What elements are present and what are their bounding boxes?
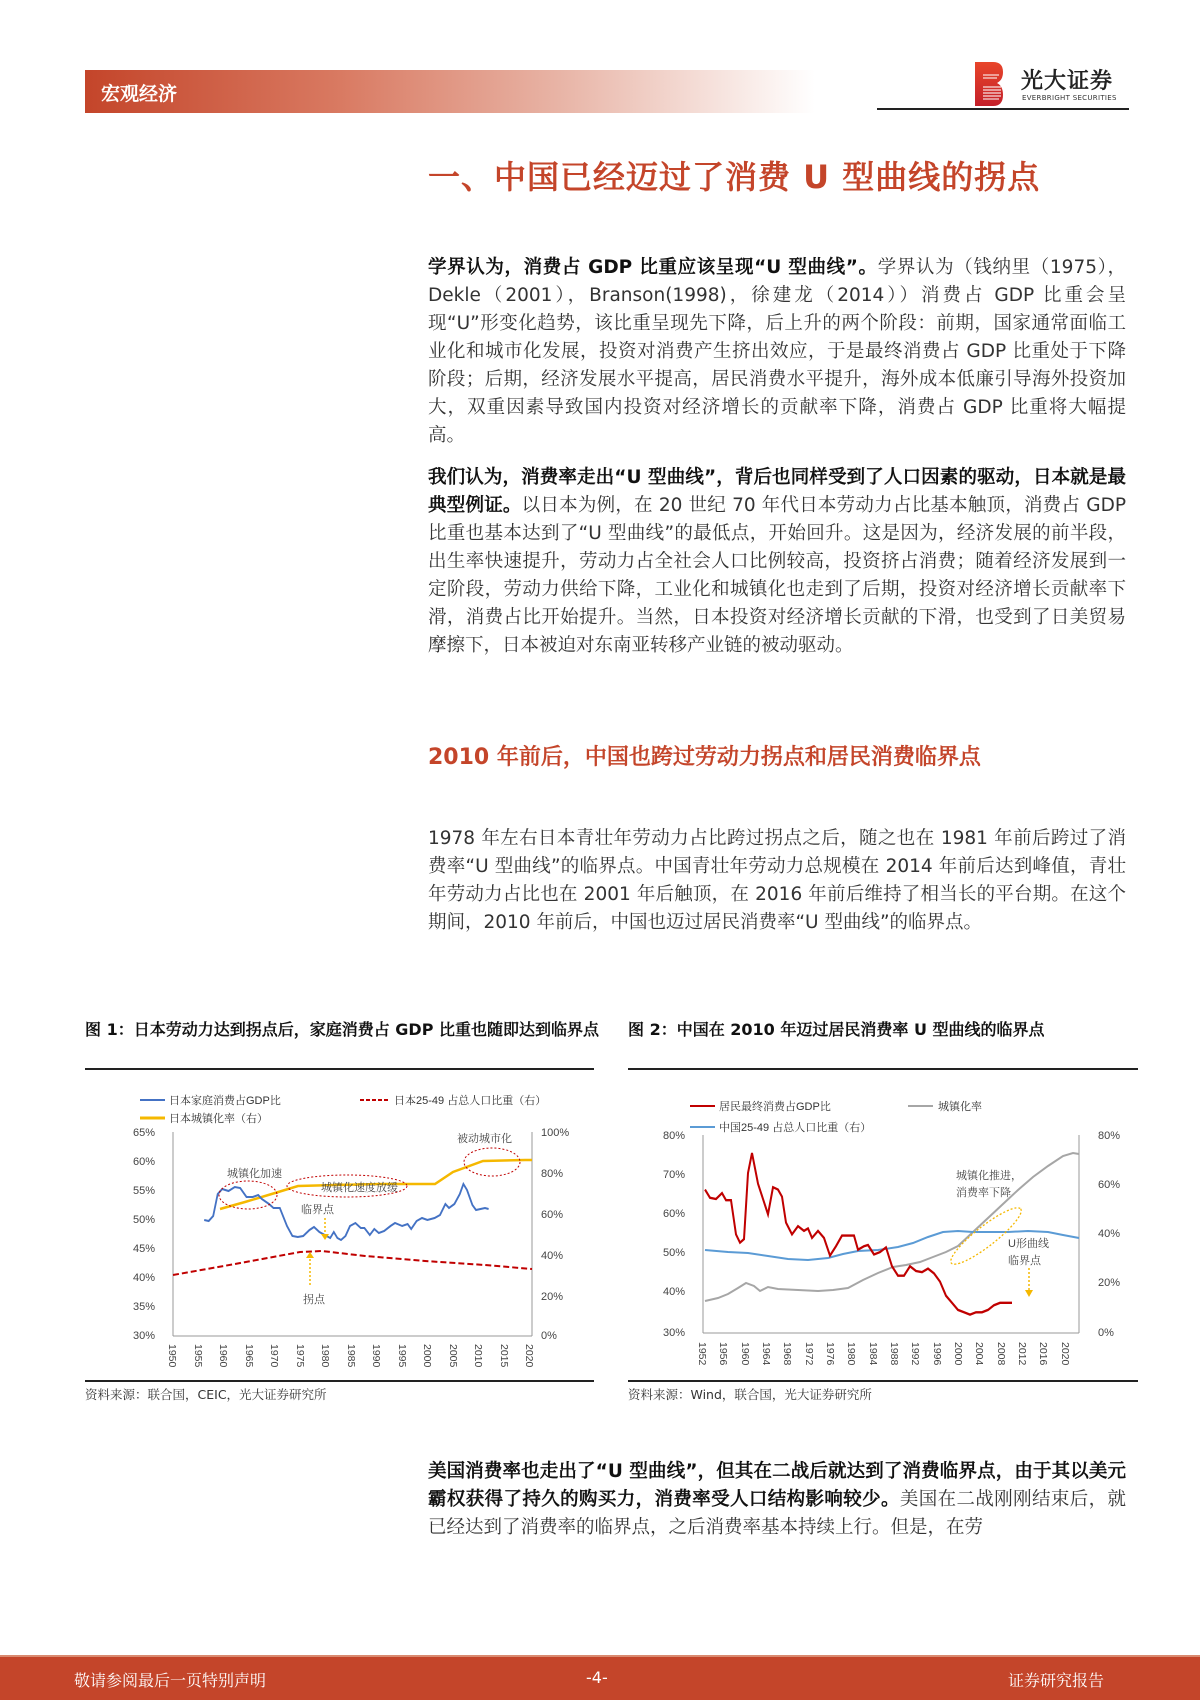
svg-text:拐点: 拐点 <box>303 1294 325 1306</box>
svg-text:60%: 60% <box>132 1156 155 1168</box>
svg-text:1992: 1992 <box>909 1342 921 1366</box>
svg-text:70%: 70% <box>662 1169 685 1181</box>
svg-text:城镇化推进，: 城镇化推进， <box>956 1170 1022 1182</box>
svg-text:55%: 55% <box>132 1185 155 1197</box>
svg-text:2000: 2000 <box>952 1342 964 1366</box>
figure-1-bottom-rule <box>85 1380 594 1382</box>
svg-text:80%: 80% <box>1098 1130 1121 1142</box>
svg-text:1985: 1985 <box>345 1344 357 1368</box>
svg-text:40%: 40% <box>662 1286 685 1298</box>
paragraph-1-lead: 学界认为，消费占 GDP 比重应该呈现“U 型曲线”。 <box>428 257 878 278</box>
svg-text:城镇化率: 城镇化率 <box>938 1101 982 1113</box>
figure-2-chart <box>628 1080 1138 1378</box>
svg-text:城镇化速度放缓: 城镇化速度放缓 <box>321 1182 398 1194</box>
svg-text:居民最终消费占GDP比: 居民最终消费占GDP比 <box>719 1101 831 1113</box>
svg-text:20%: 20% <box>541 1291 564 1303</box>
svg-text:100%: 100% <box>541 1127 570 1139</box>
figure-2-title: 图 2：中国在 2010 年迈过居民消费率 U 型曲线的临界点 <box>628 1020 1045 1039</box>
svg-text:80%: 80% <box>541 1168 564 1180</box>
svg-text:65%: 65% <box>132 1127 155 1139</box>
paragraph-1-body: 学界认为（钱纳里（1975），Dekle（2001），Branson(1998)，徐建龙（2014））消费占 GDP 比重会呈现“U”形变化趋势，该比重呈现先下降，后上升的两个阶段：前期，国家通常面临工业化和城市化发展，投资对消费产生挤出效应，于是最终消费占 GDP 比重处于下降阶段；后期，经济发展水平提高，居民消费水平提升，海外成本低廉引导海外投资加大，双重因素导致国内投资对经济增长的贡献率下降，消费占 GDP 比重将大幅提高。 <box>428 257 1126 446</box>
svg-text:2008: 2008 <box>995 1342 1007 1366</box>
svg-text:50%: 50% <box>132 1214 155 1226</box>
svg-text:0%: 0% <box>1098 1327 1114 1339</box>
svg-text:1970: 1970 <box>268 1344 280 1368</box>
svg-text:2000: 2000 <box>421 1344 433 1368</box>
svg-text:2016: 2016 <box>1037 1342 1049 1366</box>
svg-text:40%: 40% <box>541 1250 564 1262</box>
svg-text:1950: 1950 <box>166 1344 178 1368</box>
svg-text:2005: 2005 <box>447 1344 459 1368</box>
svg-text:2012: 2012 <box>1016 1342 1028 1366</box>
svg-text:60%: 60% <box>1098 1179 1121 1191</box>
everbright-logo-icon <box>975 62 1003 106</box>
paragraph-3 <box>428 825 1126 937</box>
paragraph-2-lead: 我们认为，消费率走出“U 型曲线”，背后也同样受到了人口因素的驱动，日本就是最典型例证。 <box>428 467 1126 516</box>
svg-text:中国25-49 占总人口比重（右）: 中国25-49 占总人口比重（右） <box>719 1122 872 1134</box>
figure-1-top-rule <box>85 1068 594 1070</box>
svg-text:40%: 40% <box>132 1272 155 1284</box>
svg-text:城镇化加速: 城镇化加速 <box>227 1168 282 1180</box>
svg-text:1976: 1976 <box>824 1342 836 1366</box>
svg-text:1965: 1965 <box>243 1344 255 1368</box>
svg-text:1960: 1960 <box>739 1342 751 1366</box>
figure-2-bottom-rule <box>628 1380 1138 1382</box>
svg-text:1984: 1984 <box>867 1342 879 1366</box>
svg-text:30%: 30% <box>662 1327 685 1339</box>
brand-logo <box>975 60 1130 108</box>
section-label: 宏观经济 <box>101 83 178 105</box>
svg-text:2015: 2015 <box>498 1344 510 1368</box>
figure-1-chart <box>85 1080 595 1378</box>
paragraph-1 <box>428 254 1126 450</box>
section-title: 一、中国已经迈过了消费 U 型曲线的拐点 <box>428 158 1041 196</box>
paragraph-2 <box>428 464 1126 660</box>
svg-text:日本25-49 占总人口比重（右）: 日本25-49 占总人口比重（右） <box>394 1095 547 1107</box>
svg-text:U形曲线: U形曲线 <box>1008 1238 1049 1250</box>
subsection-heading: 2010 年前后，中国也跨过劳动力拐点和居民消费临界点 <box>428 745 981 770</box>
logo-chinese-text: 光大证券 <box>1021 69 1114 94</box>
svg-text:2004: 2004 <box>973 1342 985 1366</box>
svg-text:1956: 1956 <box>717 1342 729 1366</box>
svg-text:1955: 1955 <box>192 1344 204 1368</box>
svg-text:1988: 1988 <box>888 1342 900 1366</box>
svg-text:2010: 2010 <box>472 1344 484 1368</box>
svg-text:30%: 30% <box>132 1330 155 1342</box>
figure-1-legend <box>140 1093 546 1125</box>
svg-text:1975: 1975 <box>294 1344 306 1368</box>
svg-text:40%: 40% <box>1098 1228 1121 1240</box>
svg-text:2020: 2020 <box>1059 1342 1071 1366</box>
svg-text:1952: 1952 <box>696 1342 708 1366</box>
page-footer <box>0 1655 1200 1700</box>
svg-text:1980: 1980 <box>319 1344 331 1368</box>
section-header-band <box>85 70 815 113</box>
svg-text:1980: 1980 <box>845 1342 857 1366</box>
svg-text:50%: 50% <box>662 1247 685 1259</box>
paragraph-4 <box>428 1458 1126 1542</box>
figure-1-title: 图 1：日本劳动力达到拐点后，家庭消费占 GDP 比重也随即达到临界点 <box>85 1020 599 1039</box>
svg-text:1990: 1990 <box>370 1344 382 1368</box>
footer-disclaimer: 敬请参阅最后一页特别声明 <box>74 1671 267 1690</box>
figure-2-top-rule <box>628 1068 1138 1070</box>
page-number: -4- <box>586 1668 608 1687</box>
svg-text:0%: 0% <box>541 1330 557 1342</box>
svg-text:2020: 2020 <box>523 1344 535 1368</box>
figure-2-legend <box>690 1099 982 1134</box>
svg-text:日本家庭消费占GDP比: 日本家庭消费占GDP比 <box>169 1095 281 1107</box>
svg-text:1996: 1996 <box>931 1342 943 1366</box>
paragraph-2-body: 以日本为例，在 20 世纪 70 年代日本劳动力占比基本触顶，消费占 GDP 比重也基本达到了“U 型曲线”的最低点，开始回升。这是因为，经济发展的前半段，出生率快速提升，劳动力占全社会人口比例较高，投资挤占消费；随着经济发展到一定阶段，劳动力供给下降，工业化和城镇化也走到了后期，投资对经济增长贡献率下滑，消费占比开始提升。当然，日本投资对经济增长贡献的下滑，也受到了日美贸易摩擦下，日本被迫对东南亚转移产业链的被动驱动。 <box>428 495 1126 656</box>
figure-2-source: 资料来源：Wind，联合国，光大证券研究所 <box>628 1387 872 1402</box>
svg-text:临界点: 临界点 <box>1008 1255 1041 1267</box>
svg-text:1995: 1995 <box>396 1344 408 1368</box>
svg-text:35%: 35% <box>132 1301 155 1313</box>
svg-text:80%: 80% <box>662 1130 685 1142</box>
svg-text:消费率下降: 消费率下降 <box>956 1187 1011 1199</box>
svg-text:被动城市化: 被动城市化 <box>457 1133 512 1145</box>
svg-text:日本城镇化率（右）: 日本城镇化率（右） <box>169 1113 268 1125</box>
svg-text:临界点: 临界点 <box>301 1204 334 1216</box>
svg-text:1960: 1960 <box>217 1344 229 1368</box>
figure-1-source: 资料来源：联合国，CEIC，光大证券研究所 <box>85 1387 327 1402</box>
svg-text:20%: 20% <box>1098 1277 1121 1289</box>
paragraph-4-body: 美国在二战刚刚结束后，就已经达到了消费率的临界点，之后消费率基本持续上行。但是，在劳 <box>428 1489 1126 1538</box>
svg-text:1968: 1968 <box>781 1342 793 1366</box>
svg-text:45%: 45% <box>132 1243 155 1255</box>
svg-text:60%: 60% <box>541 1209 564 1221</box>
svg-text:60%: 60% <box>662 1208 685 1220</box>
footer-report-type: 证券研究报告 <box>1008 1671 1105 1690</box>
paragraph-4-lead: 美国消费率也走出了“U 型曲线”，但其在二战后就达到了消费临界点，由于其以美元霸权获得了持久的购买力，消费率受人口结构影响较少。 <box>428 1461 1126 1510</box>
logo-english-text: EVERBRIGHT SECURITIES <box>1022 94 1117 102</box>
svg-text:1964: 1964 <box>760 1342 772 1366</box>
svg-text:1972: 1972 <box>803 1342 815 1366</box>
header-divider <box>877 108 1129 110</box>
paragraph-3-body: 1978 年左右日本青壮年劳动力占比跨过拐点之后，随之也在 1981 年前后跨过了消费率“U 型曲线”的临界点。中国青壮年劳动力总规模在 2014 年前后达到峰值，青壮年劳动力占比也在 2001 年后触顶，在 2016 年前后维持了相当长的平台期。在这个期间，2010 年前后，中国也迈过居民消费率“U 型曲线”的临界点。 <box>428 828 1126 933</box>
